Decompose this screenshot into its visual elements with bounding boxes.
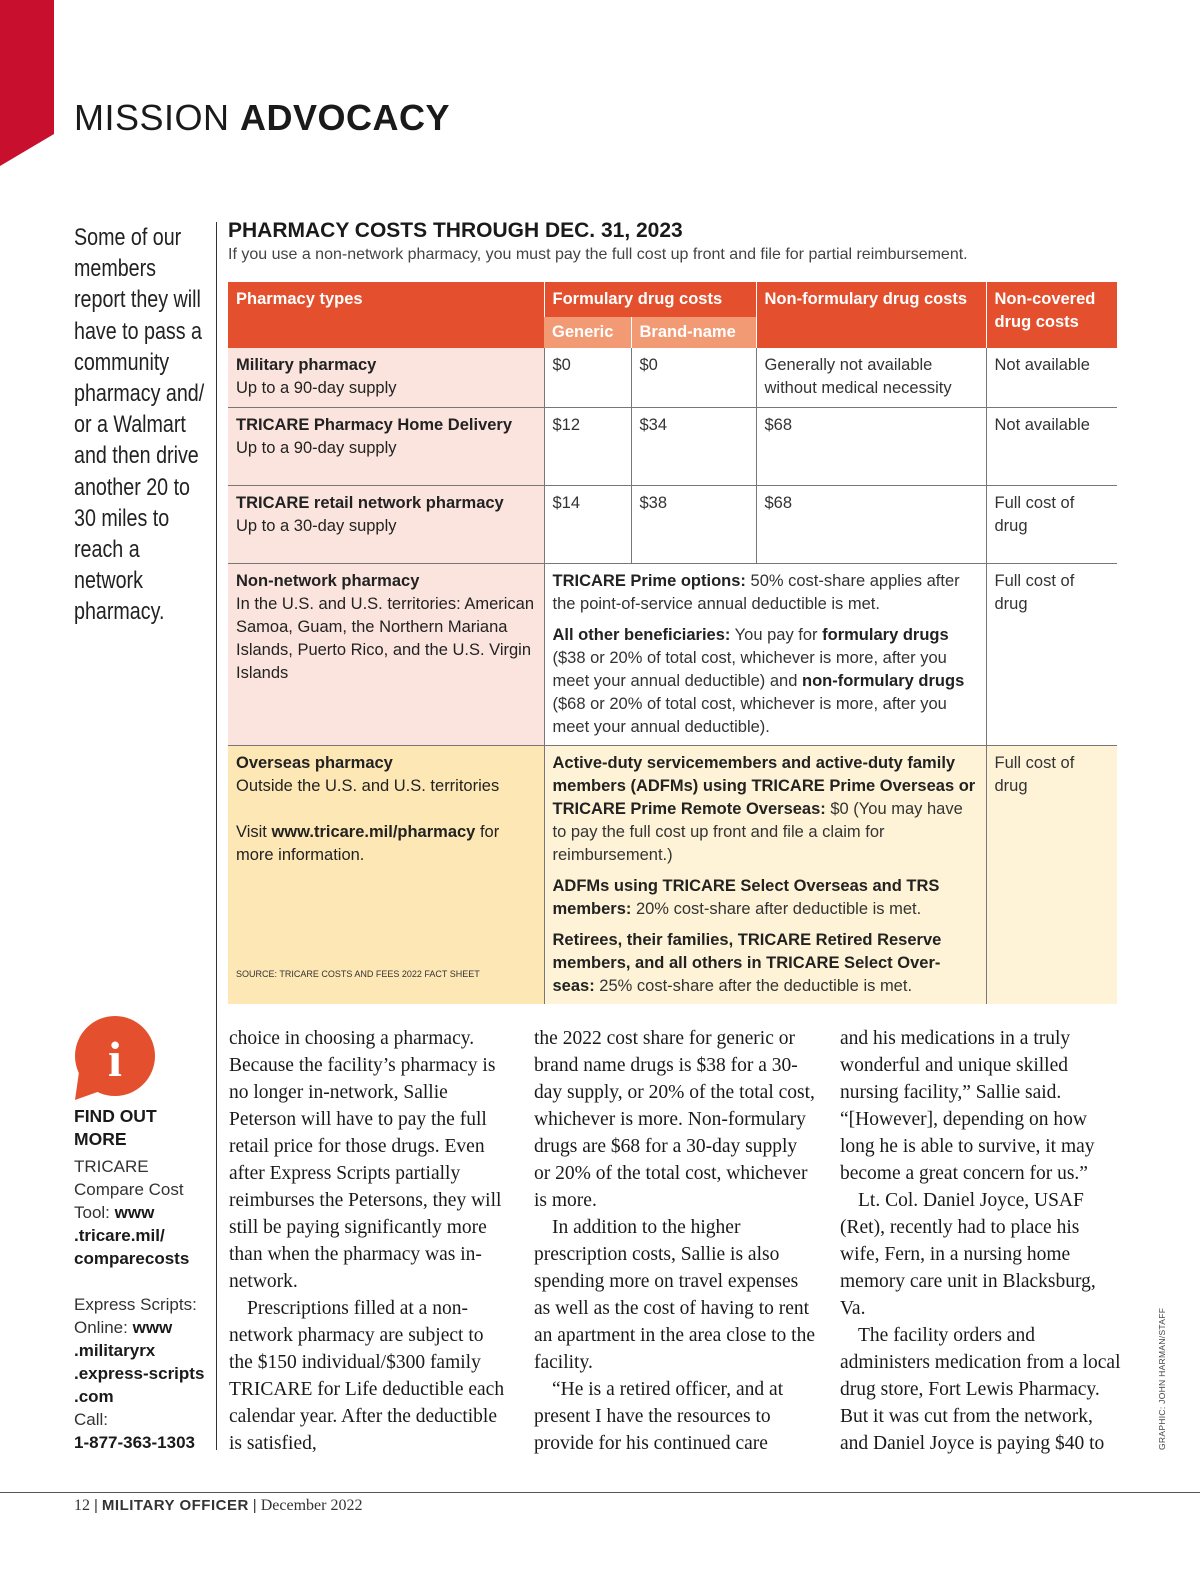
- pharmacy-desc: Outside the U.S. and U.S. territories: [236, 776, 500, 795]
- find-out-more-heading: FIND OUT MORE: [74, 1106, 157, 1149]
- chart-subtitle: If you use a non-network pharmacy, you must pay the full cost up front and file for partial reimbursement.: [228, 246, 968, 263]
- noncovered-cost: Full cost of drug: [986, 563, 1117, 745]
- generic-cost: $12: [544, 407, 631, 485]
- article-paragraph: Lt. Col. Daniel Joyce, USAF (Ret), recently had to place his wife, Fern, in a nursing home memory care unit in Blacksburg, Va.: [840, 1190, 1096, 1319]
- header-noncovered: Non-covered drug costs: [986, 282, 1117, 348]
- table-row: [228, 407, 1117, 485]
- noncovered-cost: Not available: [986, 407, 1117, 485]
- other-beneficiaries-text: All other beneficiaries: You pay for formulary drugs ($38 or 20% of total cost, whichever is more, after you meet your annual deductible) and non-formulary drugs ($68 or 20% of total cost, whichever is more, after you meet your annual deductible).: [552, 625, 965, 736]
- article-column-1: [229, 1025, 511, 1457]
- call-label: Call:: [74, 1410, 109, 1429]
- generic-cost: $0: [544, 348, 631, 407]
- info-icon: [73, 1016, 157, 1100]
- section-title-light: MISSION: [74, 97, 230, 138]
- prime-options-text: TRICARE Prime options: 50% cost-share applies after the point-of-service annual deductible is met.: [552, 571, 960, 613]
- pharmacy-type-cell: [228, 485, 544, 563]
- brand-cost: $0: [631, 348, 756, 407]
- adfm-prime-text: Active-duty servicemembers and active-duty family members (ADFMs) using TRICARE Prime Overseas or TRICARE Prime Remote Overseas: $0 (You may have to pay the full cost up front and file a claim for reimbursement.): [552, 753, 976, 864]
- issue-date: December 2022: [260, 1497, 363, 1514]
- nonformulary-cost: Generally not available without medical necessity: [756, 348, 986, 407]
- column-divider: [216, 222, 217, 1450]
- pharmacy-desc: Up to a 90-day supply: [236, 438, 397, 457]
- page-footer: 12 | MILITARY OFFICER | December 2022: [74, 1497, 363, 1514]
- overseas-costs: [544, 745, 986, 1004]
- pharmacy-desc: In the U.S. and U.S. territories: American Samoa, Guam, the Northern Mariana Islands, Puerto Rico, and the U.S. Virgin Islands: [236, 594, 535, 682]
- pharmacy-link[interactable]: www.tricare.mil/pharmacy: [271, 822, 476, 841]
- section-title-bold: ADVOCACY: [240, 97, 451, 138]
- pharmacy-name: TRICARE retail network pharmacy: [236, 493, 504, 512]
- article-column-3: [840, 1025, 1122, 1457]
- pharmacy-type-cell: [228, 407, 544, 485]
- express-scripts-online: Online: www .militaryrx .express-scripts .com: [74, 1318, 205, 1406]
- publication-name: MILITARY OFFICER: [101, 1497, 249, 1514]
- brand-cost: $38: [631, 485, 756, 563]
- footer-rule: [0, 1492, 1200, 1493]
- article-paragraph: choice in choosing a pharmacy. Because the facility’s pharmacy is no longer in-network, Sallie Peterson will have to pay the full retail price for those drugs. Even after Express Scripts partially reimburses the Petersons, they will still be paying significantly more than when the pharmacy was in-network.: [229, 1028, 502, 1292]
- pharmacy-type-cell: [228, 348, 544, 407]
- pharmacy-costs-table: [228, 282, 1117, 1004]
- adfm-select-text: ADFMs using TRICARE Select Overseas and TRS members: 20% cost-share after deductible is met.: [552, 876, 940, 918]
- article-paragraph: In addition to the higher prescription costs, Sallie is also spending more on travel expenses as well as the cost of having to rent an apartment in the area close to the facility.: [534, 1217, 815, 1373]
- noncovered-cost: Full cost of drug: [986, 485, 1117, 563]
- express-scripts-label: Express Scripts:: [74, 1295, 197, 1314]
- brand-cost: $34: [631, 407, 756, 485]
- chart-source: SOURCE: TRICARE COSTS AND FEES 2022 FACT SHEET: [236, 968, 480, 979]
- compare-cost-tool: TRICARE Compare Cost Tool: www .tricare.mil/ comparecosts: [74, 1157, 190, 1268]
- header-brand: Brand-name: [631, 317, 756, 348]
- header-formulary: Formulary drug costs: [544, 282, 756, 317]
- info-glyph: i: [108, 1031, 122, 1087]
- page-number: 12: [74, 1497, 90, 1514]
- table-row-nonnetwork: [228, 563, 1117, 745]
- pharmacy-name: TRICARE Pharmacy Home Delivery: [236, 415, 513, 434]
- article-paragraph: The facility orders and administers medication from a local drug store, Fort Lewis Pharmacy. But it was cut from the network, and Daniel Joyce is paying $40 to: [840, 1325, 1121, 1454]
- section-title: [74, 96, 450, 140]
- pharmacy-name: Non-network pharmacy: [236, 571, 420, 590]
- header-pharmacy-types: Pharmacy types: [228, 282, 544, 348]
- pharmacy-desc: Up to a 90-day supply: [236, 379, 397, 397]
- article-paragraph: and his medications in a truly wonderful and unique skilled nursing facility,” Sallie said. “[However], depending on how long he is able to survive, it may become a great concern for us.”: [840, 1028, 1095, 1184]
- pharmacy-type-cell: [228, 745, 544, 1004]
- generic-cost: $14: [544, 485, 631, 563]
- table-row-overseas: [228, 745, 1117, 1004]
- article-paragraph: the 2022 cost share for generic or brand name drugs is $38 for a 30-day supply, or 20% of the total cost, whichever is more. Non-formulary drugs are $68 for a 30-day supply or 20% of the total cost, whichever is more.: [534, 1028, 815, 1211]
- table-row: [228, 348, 1117, 407]
- pull-quote: Some of our members report they will have to pass a community pharmacy and/ or a Walmart and then drive another 20 to 30 miles to reach a network pharmacy.: [74, 224, 205, 626]
- phone-number[interactable]: 1-877-363-1303: [74, 1433, 195, 1452]
- header-nonformulary: Non-formulary drug costs: [756, 282, 986, 348]
- noncovered-cost: Full cost of drug: [986, 745, 1117, 1004]
- retirees-text: Retirees, their families, TRICARE Retired Reserve members, and all others in TRICARE Select Over- seas: 25% cost-share after the deductible is met.: [552, 930, 942, 995]
- header-generic: Generic: [544, 317, 631, 348]
- noncovered-cost: Not available: [986, 348, 1117, 407]
- nonnetwork-costs: [544, 563, 986, 745]
- pharmacy-name: Military pharmacy: [236, 356, 377, 374]
- pharmacy-desc: Up to a 30-day supply: [236, 516, 397, 535]
- pharmacy-name: Overseas pharmacy: [236, 753, 393, 772]
- graphic-credit: GRAPHIC: JOHN HARMAN/STAFF: [1157, 1307, 1167, 1450]
- compare-cost-link[interactable]: www .tricare.mil/ comparecosts: [74, 1203, 190, 1268]
- nonformulary-cost: $68: [756, 485, 986, 563]
- express-scripts-link[interactable]: www .militaryrx .express-scripts .com: [74, 1318, 205, 1406]
- nonformulary-cost: $68: [756, 407, 986, 485]
- chart-title: PHARMACY COSTS THROUGH DEC. 31, 2023: [228, 219, 683, 242]
- pharmacy-type-cell: [228, 563, 544, 745]
- table-header-row: [228, 282, 1117, 317]
- table-row: [228, 485, 1117, 563]
- article-paragraph: “He is a retired officer, and at present I have the resources to provide for his continued care: [534, 1379, 784, 1454]
- article-column-2: [534, 1025, 816, 1457]
- visit-text: Visit www.tricare.mil/pharmacy for more information.: [236, 822, 500, 864]
- find-out-more-sidebar: [74, 1105, 209, 1454]
- article-paragraph: Prescriptions filled at a non-network pharmacy are subject to the $150 individual/$300 family TRICARE for Life deductible each calendar year. After the deductible is satisfied,: [229, 1298, 505, 1454]
